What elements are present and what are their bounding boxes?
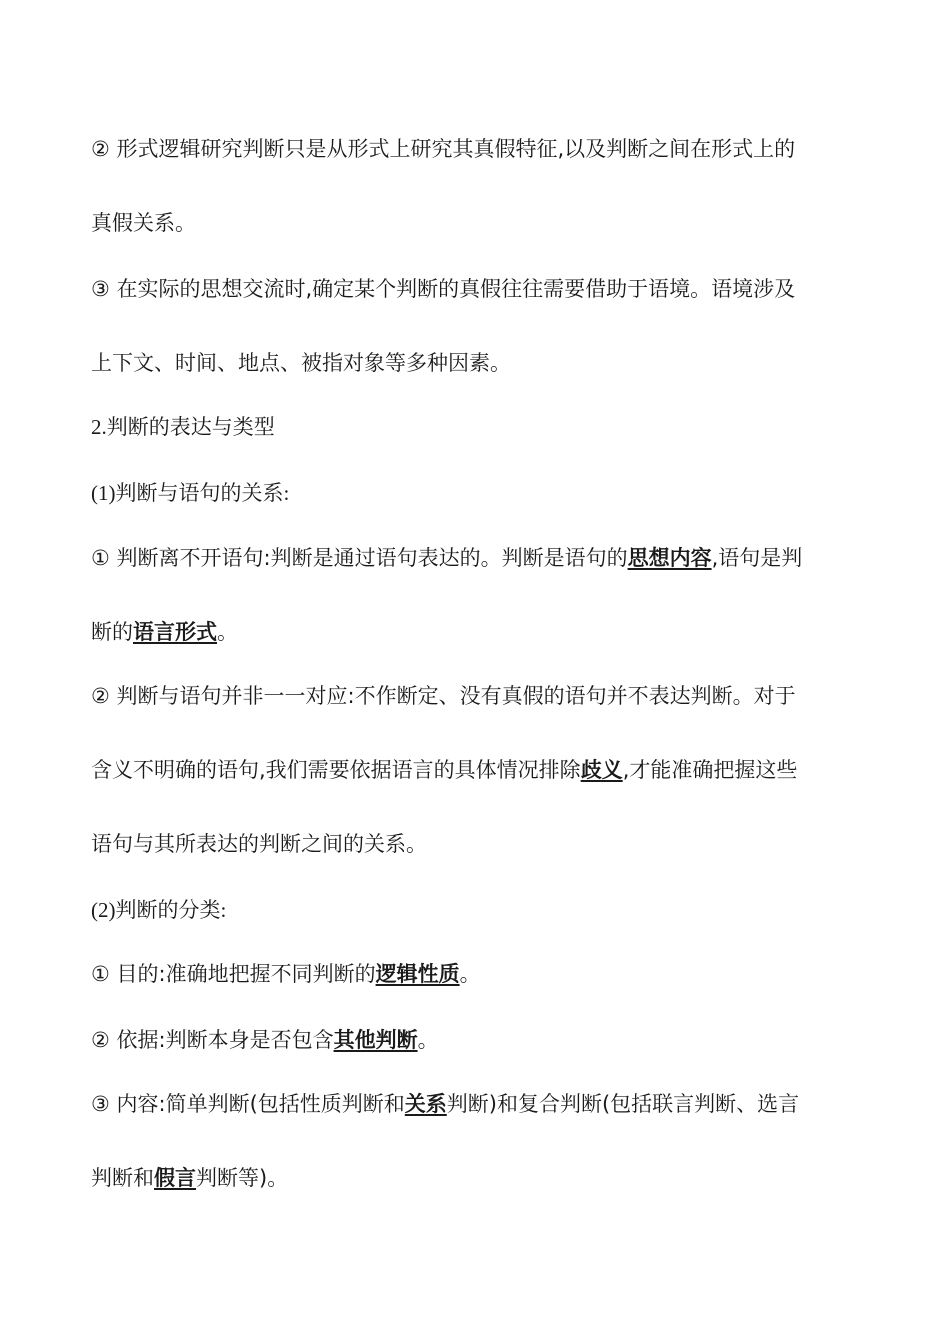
key-term: 思想内容 (627, 546, 712, 570)
text-segment: ,语句是判 (711, 546, 803, 570)
text-segment: 断的 (91, 620, 133, 644)
text-segment: 。 (217, 620, 238, 644)
key-term: 歧义 (580, 758, 623, 782)
text-line: ③ 在实际的思想交流时,确定某个判断的真假往往需要借助于语境。语境涉及 (91, 277, 796, 301)
text-segment: ① 判断离不开语句:判断是通过语句表达的。判断是语句的 (91, 546, 628, 570)
text-segment: 判断)和复合判断(包括联言判断、选言 (446, 1092, 800, 1116)
key-term: 关系 (404, 1092, 447, 1116)
text-segment: 。 (459, 962, 481, 986)
subsection-heading: (1)判断与语句的关系: (91, 481, 290, 505)
text-line (91, 617, 871, 647)
text-line: 真假关系。 (91, 211, 196, 235)
text-line: 上下文、时间、地点、被指对象等多种因素。 (91, 351, 511, 375)
text-line: ② 形式逻辑研究判断只是从形式上研究其真假特征,以及判断之间在形式上的 (91, 137, 796, 161)
text-line: 语句与其所表达的判断之间的关系。 (91, 832, 427, 856)
text-line (91, 1163, 871, 1193)
key-term: 假言 (154, 1166, 196, 1190)
text-line: ② 判断与语句并非一一对应:不作断定、没有真假的语句并不表达判断。对于 (91, 684, 796, 708)
text-segment: 判断和 (91, 1166, 154, 1190)
text-segment: 。 (417, 1028, 439, 1052)
text-segment: 含义不明确的语句,我们需要依据语言的具体情况排除 (91, 758, 581, 782)
key-term: 语言形式 (133, 620, 217, 644)
subsection-heading: (2)判断的分类: (91, 898, 227, 922)
key-term: 逻辑性质 (375, 962, 460, 986)
text-segment: ③ 内容:简单判断(包括性质判断和 (91, 1092, 405, 1116)
key-term: 其他判断 (333, 1028, 418, 1052)
text-line (91, 959, 871, 989)
text-segment: ② 依据:判断本身是否包含 (91, 1028, 334, 1052)
section-heading: 2.判断的表达与类型 (91, 415, 275, 439)
text-segment: ,才能准确把握这些 (622, 758, 798, 782)
text-line (91, 543, 871, 573)
text-segment: ① 目的:准确地把握不同判断的 (91, 962, 376, 986)
text-line (91, 1089, 871, 1119)
text-segment: 判断等)。 (196, 1166, 289, 1190)
text-line (91, 1025, 871, 1055)
text-line (91, 755, 871, 785)
